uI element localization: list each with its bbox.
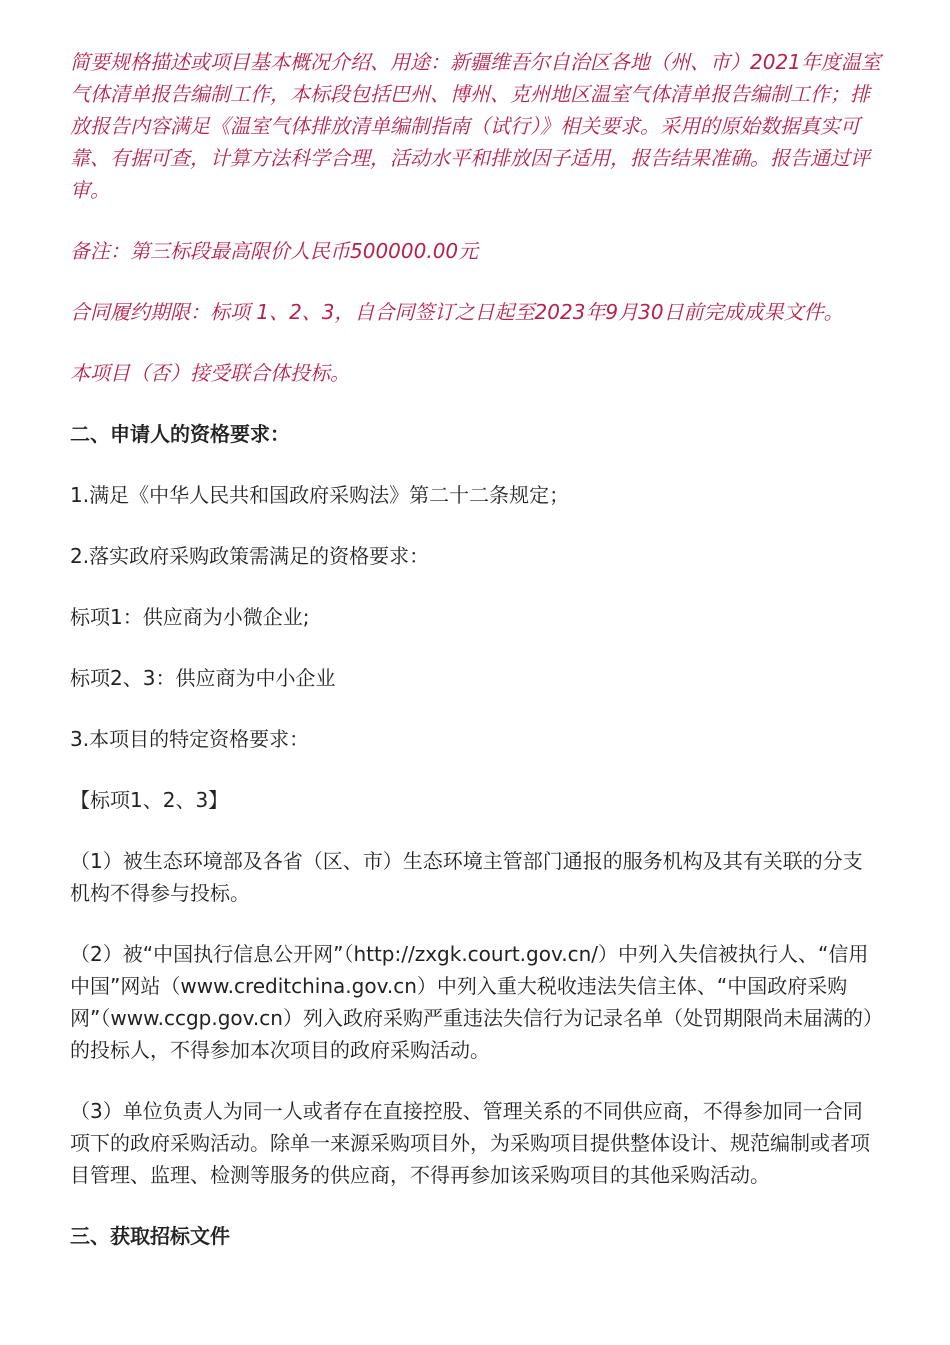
- consortium-note: 本项目（否）接受联合体投标。: [70, 361, 350, 385]
- section-3-heading: 三、获取招标文件: [70, 1224, 230, 1248]
- lot-2-3-requirement: 标项2、3：供应商为中小企业: [70, 666, 336, 690]
- qualification-item-1: 1.满足《中华人民共和国政府采购法》第二十二条规定；: [70, 483, 570, 507]
- lots-label: 【标项1、2、3】: [70, 788, 229, 812]
- price-remark: 备注：第三标段最高限价人民币500000.00元: [70, 239, 479, 263]
- specific-requirement-1: （1）被生态环境部及各省（区、市）生态环境主管部门通报的服务机构及其有关联的分支机构不得参与投标。: [70, 849, 863, 905]
- qualification-item-2: 2.落实政府采购政策需满足的资格要求：: [70, 544, 430, 568]
- section-2-heading: 二、申请人的资格要求：: [70, 422, 290, 446]
- project-description: 简要规格描述或项目基本概况介绍、用途：新疆维吾尔自治区各地（州、市）2021年度温室气体清单报告编制工作，本标段包括巴州、博州、克州地区温室气体清单报告编制工作；排放报告内容满足《温室气体排放清单编制指南（试行）》相关要求。采用的原始数据真实可靠、有据可查，计算方法科学合理，活动水平和排放因子适用，报告结果准确。报告通过评审。: [70, 50, 881, 202]
- contract-period: 合同履约期限：标项 1、2、3，自合同签订之日起至2023年9月30日前完成成果文件。: [70, 300, 844, 324]
- specific-requirement-2: （2）被“中国执行信息公开网”（http://zxgk.court.gov.cn/）中列入失信被执行人、“信用中国”网站（www.creditchina.gov.cn）中列入重大税收违法失信主体、“中国政府采购网”（www.ccgp.gov.cn）列入政府采购严重违法失信行为记录名单（处罚期限尚未届满的）的投标人，不得参加本次项目的政府采购活动。: [70, 942, 873, 1062]
- lot-1-requirement: 标项1：供应商为小微企业;: [70, 605, 310, 629]
- qualification-item-3: 3.本项目的特定资格要求：: [70, 727, 310, 751]
- specific-requirement-3: （3）单位负责人为同一人或者存在直接控股、管理关系的不同供应商，不得参加同一合同项下的政府采购活动。除单一来源采购项目外，为采购项目提供整体设计、规范编制或者项目管理、监理、检测等服务的供应商，不得再参加该采购项目的其他采购活动。: [70, 1099, 870, 1187]
